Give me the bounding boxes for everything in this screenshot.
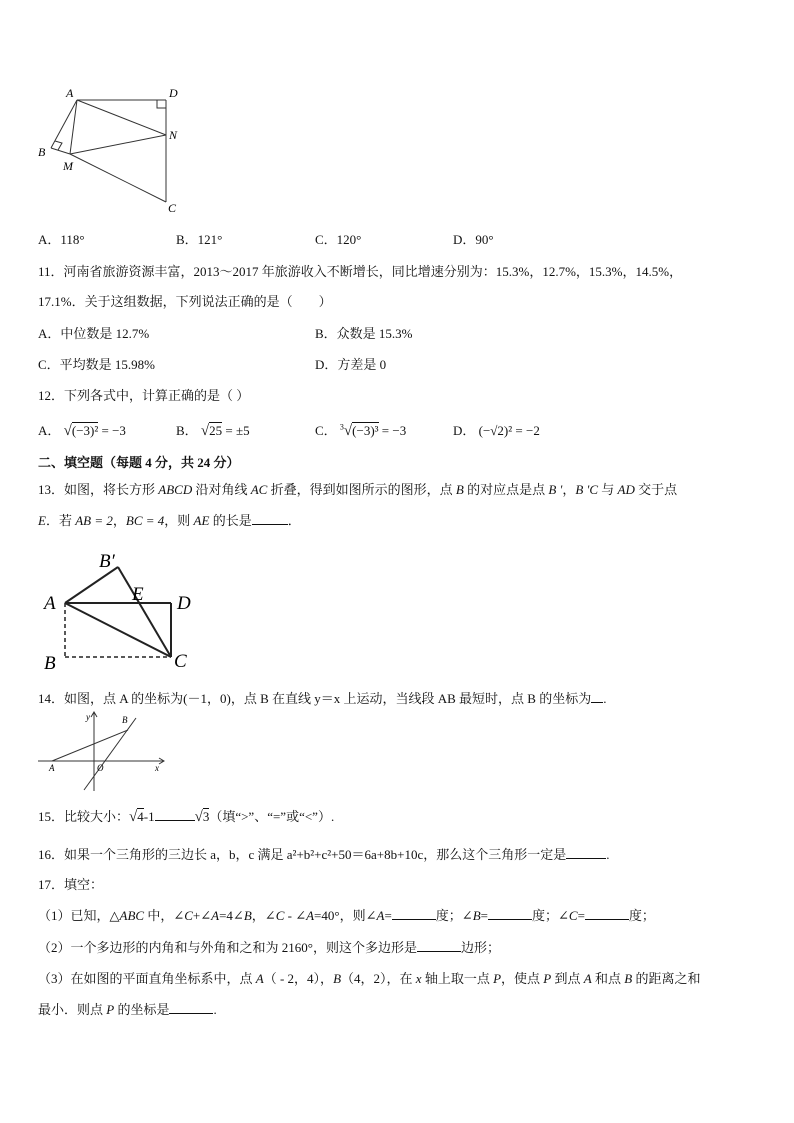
q17-title: 17．填空： bbox=[38, 877, 104, 892]
q13-stem-line2: E．若 AB = 2，BC = 4，则 AE 的长是 ． bbox=[38, 513, 301, 528]
q11-option-b: B．众数是 15.3% bbox=[315, 326, 413, 341]
point-label-b-prime: B′ bbox=[99, 551, 115, 572]
option-label: C． bbox=[315, 423, 337, 438]
sqrt-sign: √ bbox=[343, 423, 353, 439]
point-label-o: O bbox=[97, 763, 104, 773]
answer-blank[interactable] bbox=[155, 808, 195, 821]
answer-blank-c[interactable] bbox=[585, 907, 629, 920]
answer-blank[interactable] bbox=[566, 846, 606, 859]
q17-part1: （1）已知，△ABC 中，∠C+∠A=4∠B，∠C - ∠A=40°，则∠A= 度；∠B= 度；∠C= 度； bbox=[38, 908, 655, 923]
q10-option-b: B．121° bbox=[176, 232, 223, 247]
q17-part3-line2: 最小．则点 P 的坐标是 . bbox=[38, 1002, 217, 1017]
point-label-a: A bbox=[44, 593, 56, 614]
figure-q13 bbox=[38, 545, 208, 675]
sqrt-sign: √ bbox=[129, 809, 138, 825]
radicand: (−3)³ bbox=[352, 423, 379, 438]
q13-stem-line1: 13．如图，将长方形 ABCD 沿对角线 AC 折叠，得到如图所示的图形，点 B 的对应点是点 B '，B 'C 与 AD 交于点 bbox=[38, 482, 678, 497]
point-label-n: N bbox=[169, 128, 178, 142]
point-label-d: D bbox=[169, 86, 178, 100]
q10-option-c: C．120° bbox=[315, 232, 362, 247]
sqrt-sign: √ bbox=[63, 423, 72, 439]
sqrt-sign: √ bbox=[194, 809, 203, 825]
q14-stem: 14．如图，点 A 的坐标为(－1，0)，点 B 在直线 y＝x 上运动，当线段 AB 最短时，点 B 的坐标为 . bbox=[38, 691, 607, 706]
answer-blank[interactable] bbox=[169, 1001, 213, 1014]
point-label-c: C bbox=[168, 201, 177, 215]
point-label-b: B bbox=[38, 145, 46, 159]
q12-stem: 12．下列各式中，计算正确的是（ ） bbox=[38, 388, 250, 403]
option-label: B． bbox=[176, 423, 198, 438]
root-index: 3 bbox=[339, 422, 344, 432]
q17-part3-line1: （3）在如图的平面直角坐标系中，点 A（ - 2，4），B（4，2），在 x 轴上取一点 P，使点 P 到点 A 和点 B 的距离之和 bbox=[38, 971, 701, 986]
q16-stem: 16．如果一个三角形的三边长 a，b，c 满足 a²+b²+c²+50＝6a+8b+10c，那么这个三角形一定是 . bbox=[38, 847, 610, 862]
q11-stem-line2: 17.1%．关于这组数据，下列说法正确的是（ ） bbox=[38, 294, 332, 309]
q11-stem-line1: 11．河南省旅游资源丰富，2013～2017 年旅游收入不断增长，同比增速分别为：15.3%，12.7%，15.3%，14.5%， bbox=[38, 264, 683, 279]
answer-blank-a[interactable] bbox=[392, 907, 436, 920]
answer-blank[interactable] bbox=[591, 690, 603, 703]
point-label-e: E bbox=[132, 584, 144, 605]
section-heading: 二、填空题（每题 4 分，共 24 分） bbox=[38, 455, 240, 470]
point-label-m: M bbox=[63, 159, 73, 173]
figure-q14 bbox=[36, 708, 171, 793]
axis-label-y: y bbox=[86, 712, 90, 722]
axis-label-x: x bbox=[155, 763, 159, 773]
result: = −2 bbox=[515, 423, 540, 438]
result: = ±5 bbox=[225, 423, 250, 438]
q12-option-c bbox=[315, 420, 406, 442]
option-label: D． bbox=[453, 423, 476, 438]
q12-option-d bbox=[453, 420, 540, 442]
q12-option-a bbox=[38, 420, 126, 442]
q17-part2: （2）一个多边形的内角和与外角和之和为 2160°，则这个多边形是 边形； bbox=[38, 940, 500, 955]
point-label-d: D bbox=[177, 593, 191, 614]
point-label-a: A bbox=[49, 763, 55, 773]
radicand: 25 bbox=[209, 423, 223, 438]
point-label-b: B bbox=[44, 653, 56, 674]
q10-option-a: A．118° bbox=[38, 232, 85, 247]
q11-option-a: A．中位数是 12.7% bbox=[38, 326, 150, 341]
radicand: (−3)² bbox=[71, 423, 99, 438]
point-label-a: A bbox=[66, 86, 74, 100]
figure-q10 bbox=[30, 80, 190, 220]
sqrt-sign: √ bbox=[200, 423, 210, 439]
q15-stem: 15．比较大小：√4-1 √3（填“>”、“=”或“<”）. bbox=[38, 809, 335, 825]
q12-option-b bbox=[176, 420, 250, 442]
option-label: A． bbox=[38, 423, 61, 438]
q11-option-c: C．平均数是 15.98% bbox=[38, 357, 156, 372]
answer-blank[interactable] bbox=[417, 939, 461, 952]
point-label-b: B bbox=[122, 715, 128, 725]
result: = −3 bbox=[101, 423, 126, 438]
answer-blank[interactable] bbox=[252, 512, 288, 525]
expression: (−√2)² bbox=[478, 423, 513, 438]
point-label-c: C bbox=[174, 651, 187, 672]
answer-blank-b[interactable] bbox=[488, 907, 532, 920]
q10-option-d: D．90° bbox=[453, 232, 494, 247]
q11-option-d: D．方差是 0 bbox=[315, 357, 387, 372]
result: = −3 bbox=[381, 423, 407, 438]
